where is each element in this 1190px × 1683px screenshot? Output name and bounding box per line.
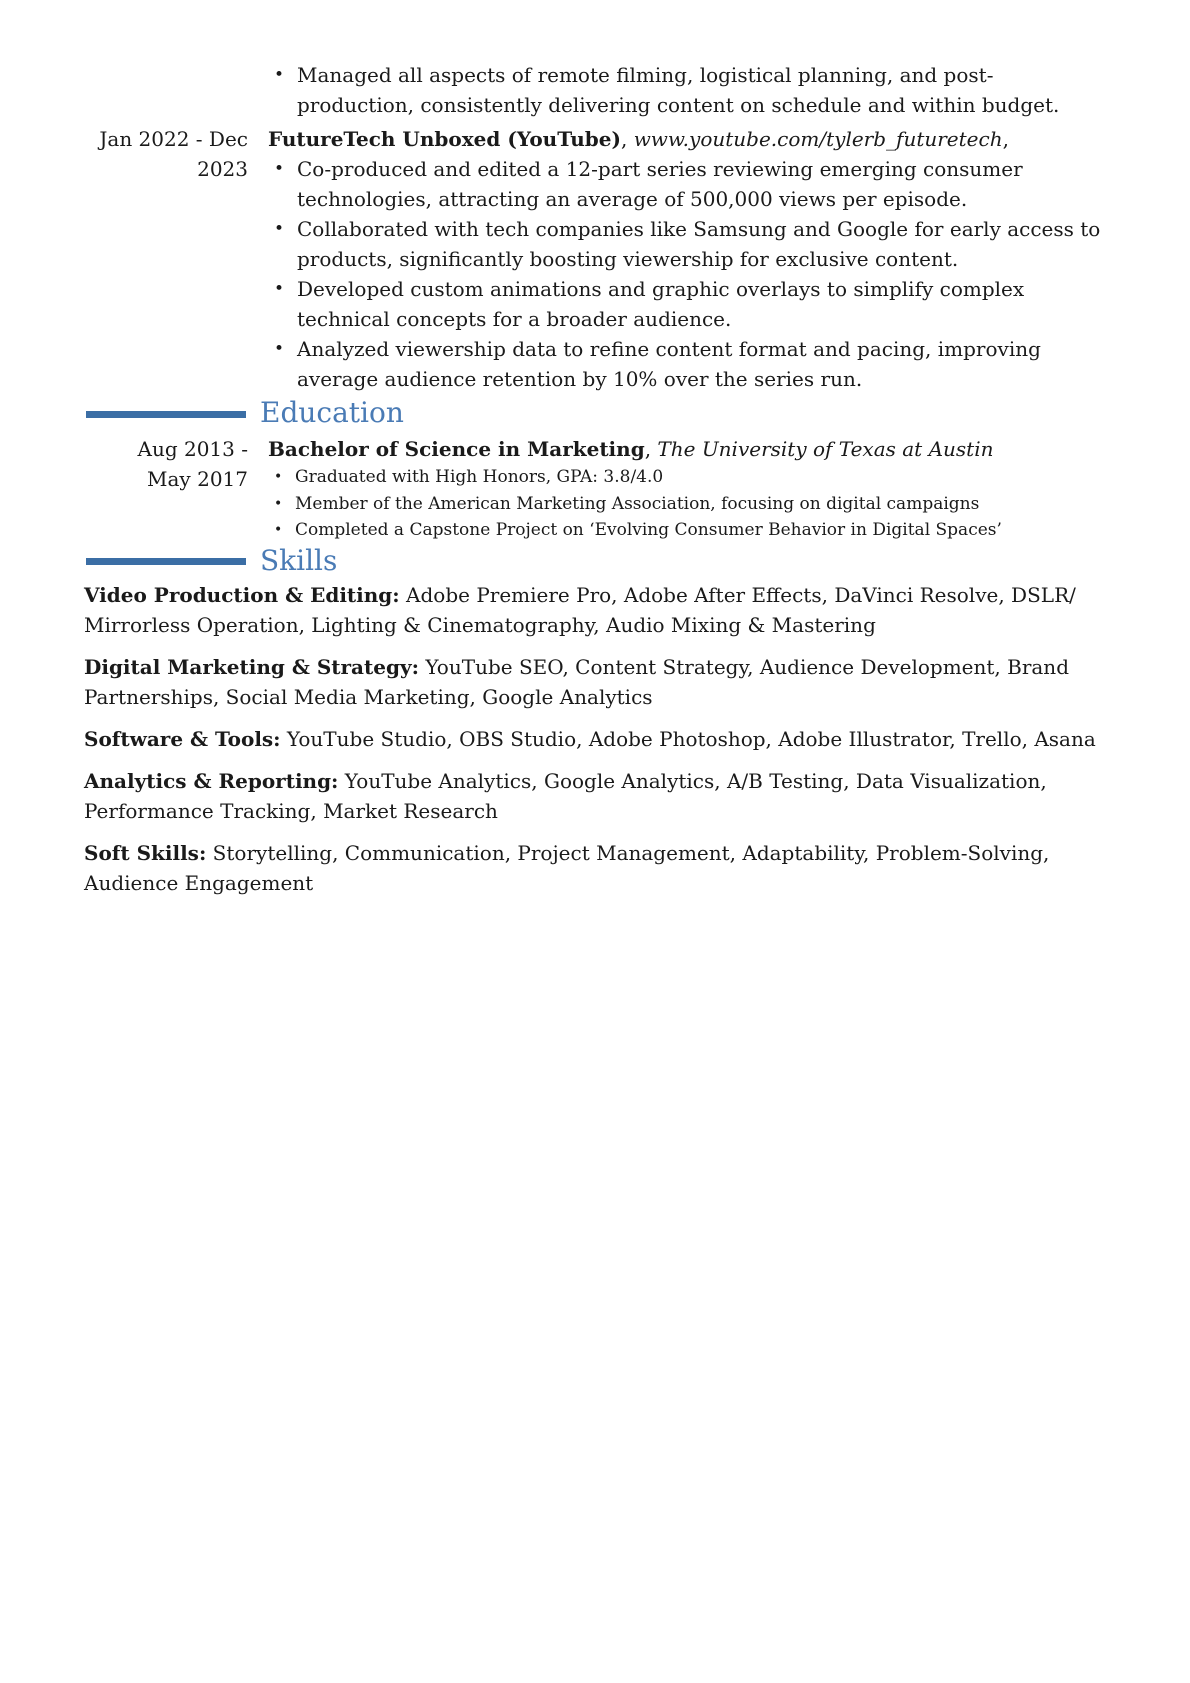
experience-continued-date bbox=[86, 60, 248, 120]
skill-items: YouTube Analytics, Google Analytics, A/B Testing, Data Visualization, Performance Tracking, Market Research bbox=[84, 768, 1047, 823]
experience-separator: , bbox=[620, 127, 634, 151]
bullet-item: • Collaborated with tech companies like Samsung and Google for early access to products, significantly boosting viewership for exclusive content. bbox=[268, 214, 1106, 274]
bullet-item: • Analyzed viewership data to refine content format and pacing, improving average audience retention by 10% over the series run. bbox=[268, 334, 1106, 394]
resume-content bbox=[86, 60, 1106, 910]
education-date bbox=[86, 434, 248, 544]
skill-items: Adobe Premiere Pro, Adobe After Effects, DaVinci Resolve, DSLR/ Mirrorless Operation, Lighting & Cinematography, Audio Mixing & Mastering bbox=[84, 582, 1076, 637]
experience-body bbox=[268, 124, 1106, 394]
skill-row bbox=[84, 766, 1106, 826]
education-bullets bbox=[268, 464, 1106, 544]
skill-row bbox=[84, 652, 1106, 712]
skill-category: Software & Tools: bbox=[84, 726, 281, 751]
experience-entry bbox=[86, 124, 1106, 394]
skill-category: Analytics & Reporting: bbox=[84, 768, 339, 793]
skill-category: Video Production & Editing: bbox=[84, 582, 400, 607]
education-entry bbox=[86, 434, 1106, 544]
experience-title: FutureTech Unboxed (YouTube) bbox=[268, 127, 621, 151]
skills-heading: Skills bbox=[260, 543, 338, 577]
education-heading: Education bbox=[260, 396, 404, 429]
skill-category: Digital Marketing & Strategy: bbox=[84, 654, 419, 679]
skill-row bbox=[84, 838, 1106, 898]
skills-section-header bbox=[86, 542, 1106, 580]
experience-continued bbox=[86, 60, 1106, 120]
education-degree: Bachelor of Science in Marketing bbox=[268, 437, 645, 461]
experience-trailing: , bbox=[1002, 127, 1009, 151]
education-section-header bbox=[86, 394, 1106, 432]
skill-items: YouTube Studio, OBS Studio, Adobe Photoshop, Adobe Illustrator, Trello, Asana bbox=[280, 726, 1096, 751]
skill-row bbox=[84, 724, 1106, 754]
section-accent-bar bbox=[86, 411, 246, 418]
education-date-line2: May 2017 bbox=[147, 467, 248, 491]
experience-date bbox=[86, 124, 248, 394]
experience-url-link[interactable]: www.youtube.com/tylerb_futuretech bbox=[633, 127, 1003, 151]
experience-heading-line bbox=[268, 124, 1106, 154]
experience-date-line2: 2023 bbox=[197, 157, 248, 181]
bullet-item: • Completed a Capstone Project on ‘Evolving Consumer Behavior in Digital Spaces’ bbox=[268, 517, 1106, 544]
education-date-line1: Aug 2013 - bbox=[137, 437, 248, 461]
skill-row bbox=[84, 580, 1106, 640]
skill-items: Storytelling, Communication, Project Management, Adaptability, Problem-Solving, Audience Engagement bbox=[84, 840, 1050, 895]
bullet-item: • Co-produced and edited a 12-part series reviewing emerging consumer technologies, attracting an average of 500,000 views per episode. bbox=[268, 154, 1106, 214]
education-school: The University of Texas at Austin bbox=[657, 437, 994, 461]
education-separator: , bbox=[644, 437, 658, 461]
education-body bbox=[268, 434, 1106, 544]
experience-date-line1: Jan 2022 - Dec bbox=[99, 127, 248, 151]
bullet-item: • Graduated with High Honors, GPA: 3.8/4.0 bbox=[268, 464, 1106, 491]
bullet-item: • Developed custom animations and graphic overlays to simplify complex technical concepts for a broader audience. bbox=[268, 274, 1106, 334]
skill-items: YouTube SEO, Content Strategy, Audience Development, Brand Partnerships, Social Media Marketing, Google Analytics bbox=[84, 654, 1069, 709]
skill-category: Soft Skills: bbox=[84, 840, 207, 865]
experience-continued-bullets bbox=[268, 60, 1106, 120]
experience-continued-body bbox=[268, 60, 1106, 120]
bullet-item: • Member of the American Marketing Association, focusing on digital campaigns bbox=[268, 491, 1106, 518]
skills-list bbox=[84, 580, 1106, 898]
experience-bullets bbox=[268, 154, 1106, 394]
education-heading-line bbox=[268, 434, 1106, 464]
bullet-item: • Managed all aspects of remote filming, logistical planning, and post-production, consistently delivering content on schedule and within budget. bbox=[268, 60, 1106, 120]
section-accent-bar bbox=[86, 558, 246, 565]
